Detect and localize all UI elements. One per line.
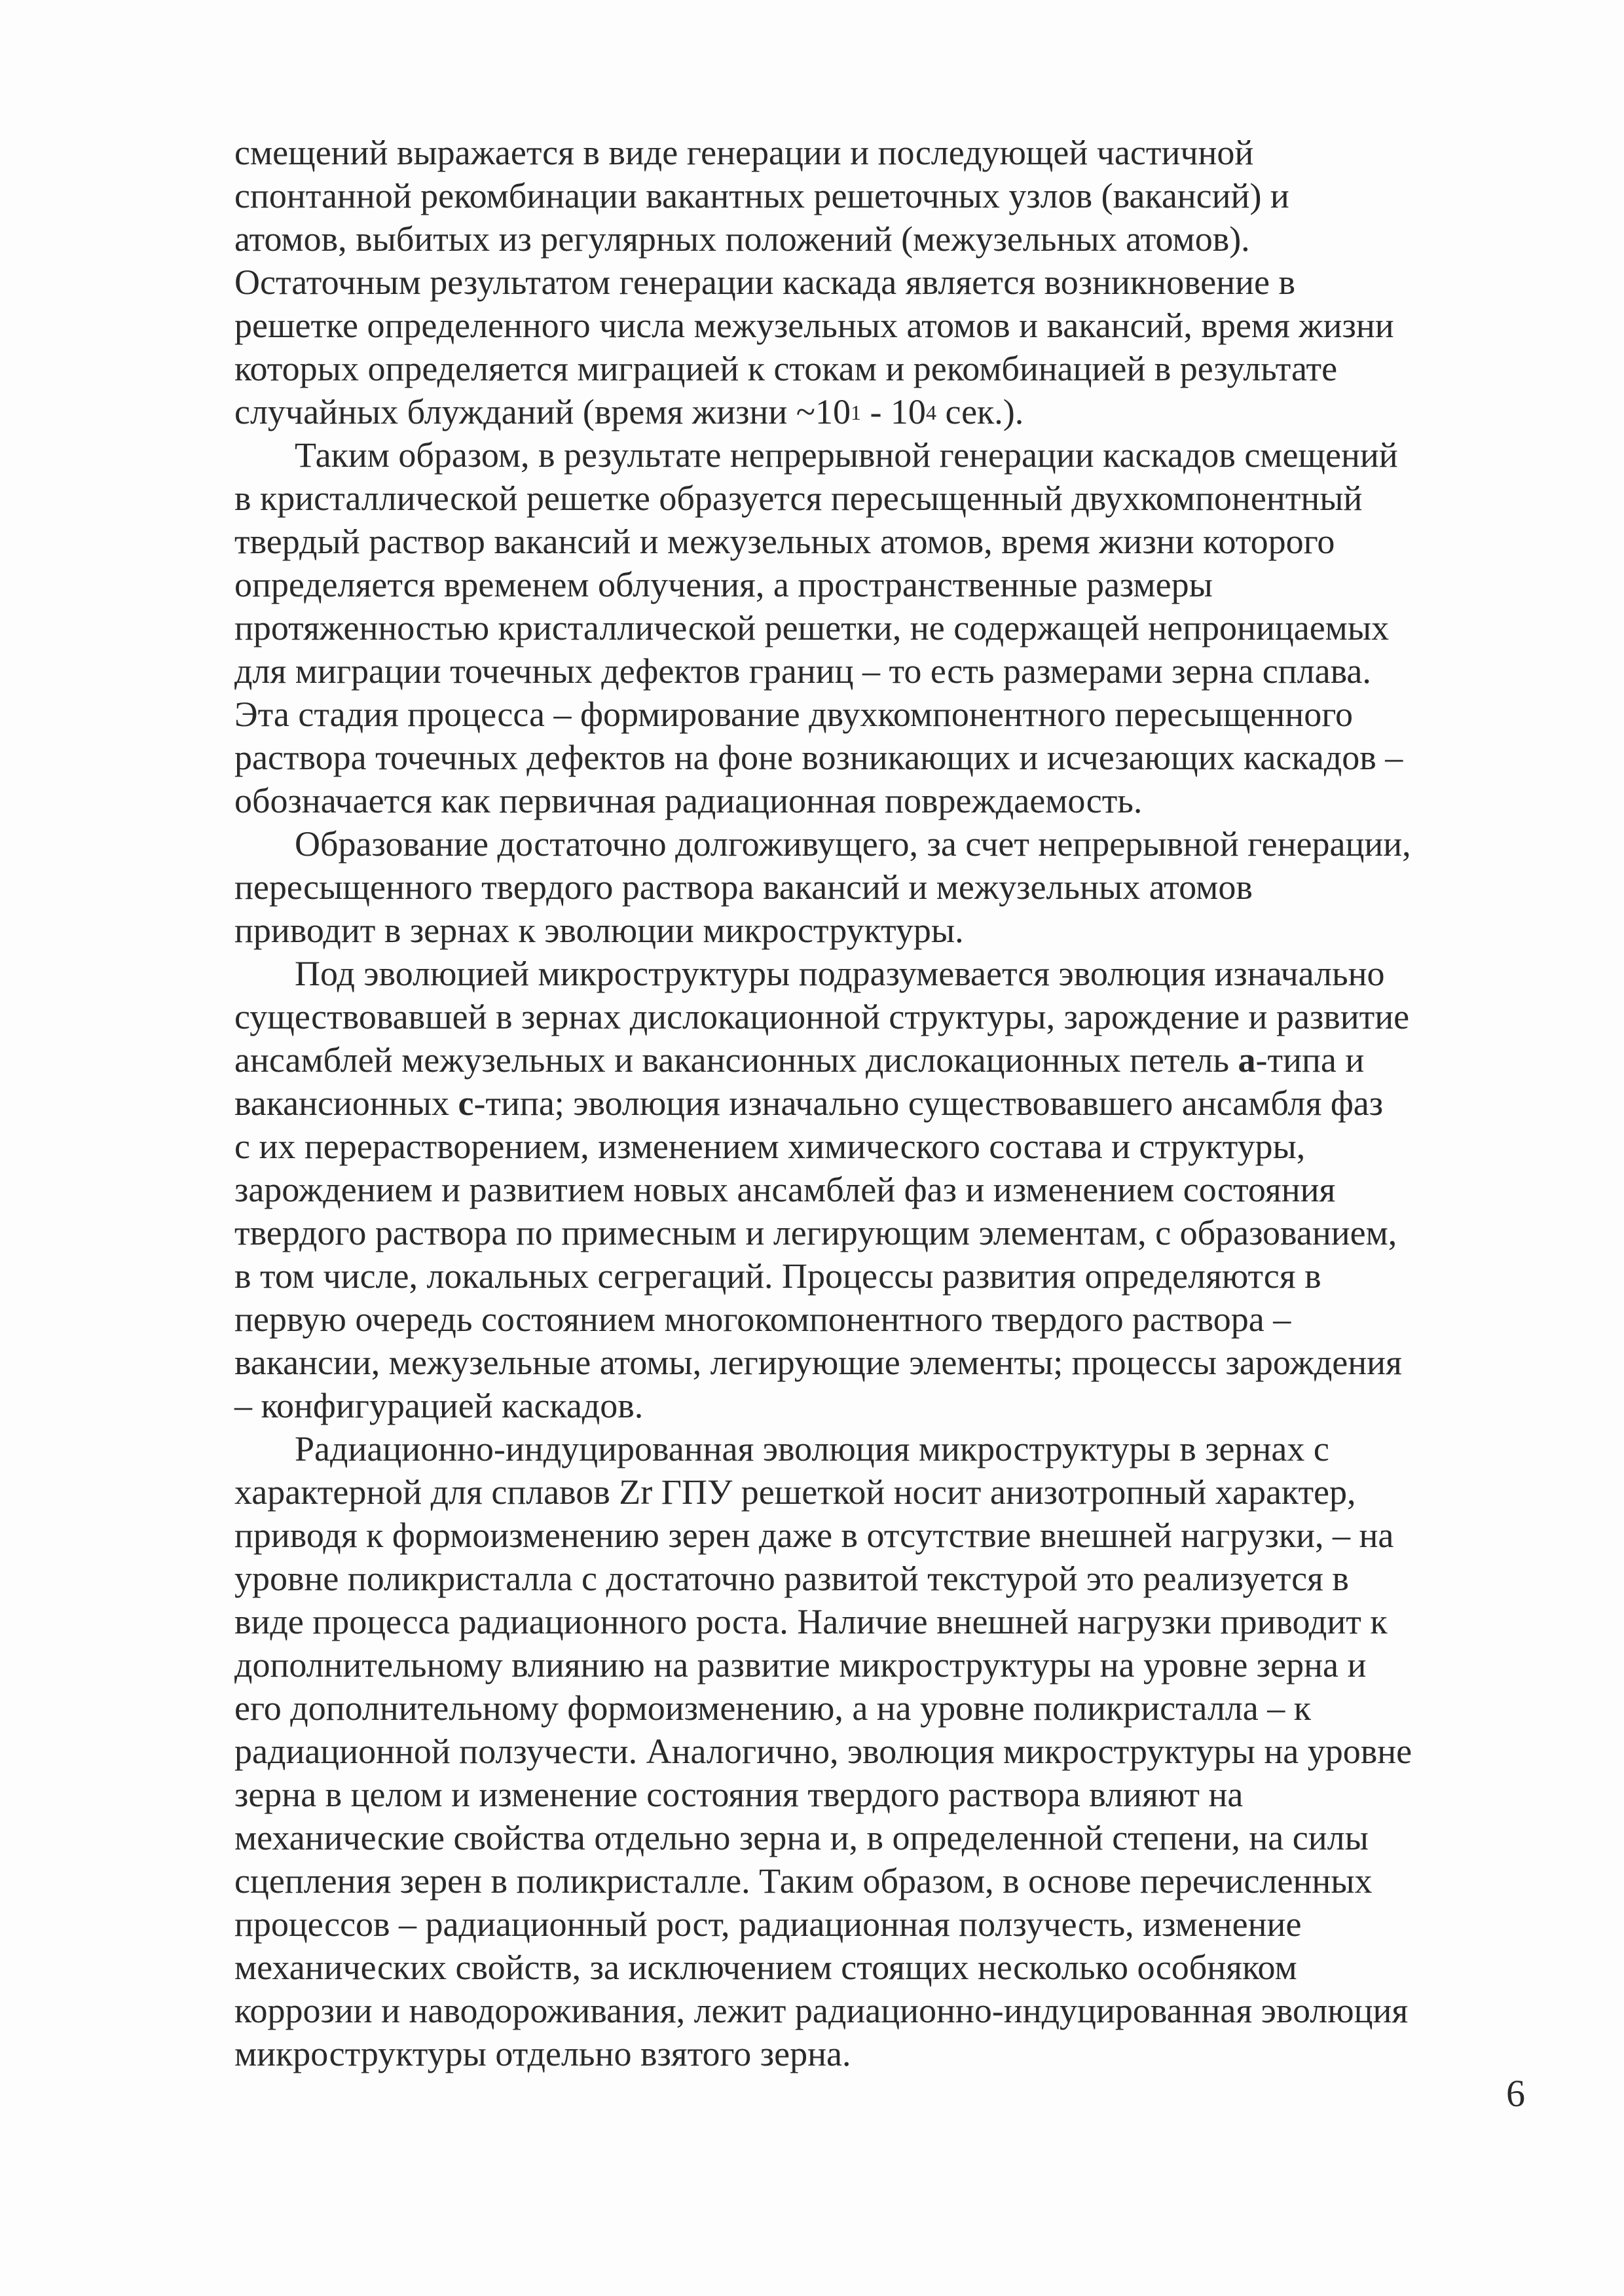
text-line: характерной для сплавов Zr ГПУ решеткой носит анизотропный характер, [234, 1472, 1356, 1512]
paragraph-5 [234, 1427, 1524, 2075]
bold-letter: а [1238, 1040, 1256, 1080]
text-line: приводит в зернах к эволюции микроструктуры. [234, 911, 964, 950]
text-line: в кристаллической решетке образуется пересыщенный двухкомпонентный [234, 479, 1363, 518]
text-line: дополнительному влиянию на развитие микроструктуры на уровне зерна и [234, 1645, 1367, 1685]
text-line: атомов, выбитых из регулярных положений (межузельных атомов). [234, 219, 1250, 259]
text-line: твердый раствор вакансий и межузельных атомов, время жизни которого [234, 522, 1335, 561]
text-line: которых определяется миграцией к стокам и рекомбинацией в результате [234, 349, 1338, 388]
bold-letter: с [458, 1084, 474, 1123]
text-line: обозначается как первичная радиационная повреждаемость. [234, 781, 1143, 820]
text-line [234, 1038, 1524, 1082]
text-line: уровне поликристалла с достаточно развитой текстурой это реализуется в [234, 1559, 1349, 1598]
superscript: 1 [850, 401, 861, 424]
text-segment: -типа; эволюция изначально существовавшего ансамбля фаз [473, 1084, 1384, 1123]
text-line: механические свойства отдельно зерна и, в определенной степени, на силы [234, 1818, 1369, 1857]
text-line: твердого раствора по примесным и легирующим элементам, с образованием, [234, 1213, 1397, 1252]
paragraph-4 [234, 952, 1524, 1427]
text-segment: сек.). [936, 392, 1024, 431]
text-line: пересыщенного твердого раствора вакансий и межузельных атомов [234, 867, 1253, 907]
text-line: существовавшей в зернах дислокационной структуры, зарождение и развитие [234, 997, 1410, 1036]
text-line: смещений выражается в виде генерации и последующей частичной [234, 133, 1254, 172]
text-line: зерна в целом и изменение состояния твердого раствора влияют на [234, 1775, 1244, 1814]
text-line [234, 390, 1524, 433]
text-line: Эта стадия процесса – формирование двухкомпонентного пересыщенного [234, 695, 1354, 734]
text-line: коррозии и наводороживания, лежит радиационно-индуцированная эволюция [234, 1991, 1409, 2030]
text-line: в том числе, локальных сегрегаций. Процессы развития определяются в [234, 1256, 1321, 1296]
text-line: раствора точечных дефектов на фоне возникающих и исчезающих каскадов – [234, 738, 1403, 777]
text-line: вакансии, межузельные атомы, легирующие элементы; процессы зарождения [234, 1343, 1402, 1382]
text-segment: -типа и [1255, 1040, 1365, 1080]
paragraph-2 [234, 433, 1524, 822]
superscript: 4 [925, 401, 936, 424]
text-line: микроструктуры отдельно взятого зерна. [234, 2034, 851, 2073]
text-line: его дополнительному формоизменению, а на уровне поликристалла – к [234, 1688, 1311, 1728]
text-line: зарождением и развитием новых ансамблей фаз и изменением состояния [234, 1170, 1336, 1209]
paragraph-1 [234, 131, 1524, 433]
text-line: с их перерастворением, изменением химического состава и структуры, [234, 1127, 1306, 1166]
text-line: – конфигурацией каскадов. [234, 1386, 644, 1425]
text-segment: - 10 [860, 392, 926, 431]
text-segment: вакансионных [234, 1084, 458, 1123]
text-line: Остаточным результатом генерации каскада является возникновение в [234, 263, 1295, 302]
text-line: определяется временем облучения, а пространственные размеры [234, 565, 1213, 604]
text-line: первую очередь состоянием многокомпонентного твердого раствора – [234, 1300, 1291, 1339]
text-line [234, 1082, 1524, 1125]
text-line: спонтанной рекомбинации вакантных решеточных узлов (вакансий) и [234, 176, 1289, 215]
text-line: механических свойств, за исключением стоящих несколько особняком [234, 1948, 1297, 1987]
text-line: процессов – радиационный рост, радиационная ползучесть, изменение [234, 1904, 1302, 1944]
body-text [234, 131, 1524, 2075]
text-line: для миграции точечных дефектов границ – то есть размерами зерна сплава. [234, 651, 1371, 691]
text-line: Под эволюцией микроструктуры подразумевается эволюция изначально [295, 954, 1385, 993]
text-line: радиационной ползучести. Аналогично, эволюция микроструктуры на уровне [234, 1732, 1412, 1771]
paragraph-3 [234, 822, 1524, 952]
text-segment: случайных блужданий (время жизни ~10 [234, 392, 851, 431]
text-line: решетке определенного числа межузельных атомов и вакансий, время жизни [234, 306, 1394, 345]
text-segment: ансамблей межузельных и вакансионных дислокационных петель [234, 1040, 1238, 1080]
text-line: Радиационно-индуцированная эволюция микроструктуры в зернах с [295, 1429, 1329, 1468]
text-line: виде процесса радиационного роста. Наличие внешней нагрузки приводит к [234, 1602, 1388, 1641]
page-number: 6 [1506, 2072, 1525, 2115]
text-line: протяженностью кристаллической решетки, не содержащей непроницаемых [234, 608, 1390, 647]
text-line: Таким образом, в результате непрерывной генерации каскадов смещений [295, 435, 1398, 475]
text-line: приводя к формоизменению зерен даже в отсутствие внешней нагрузки, – на [234, 1516, 1394, 1555]
text-line: сцепления зерен в поликристалле. Таким образом, в основе перечисленных [234, 1861, 1373, 1901]
text-line: Образование достаточно долгоживущего, за счет непрерывной генерации, [295, 824, 1411, 864]
